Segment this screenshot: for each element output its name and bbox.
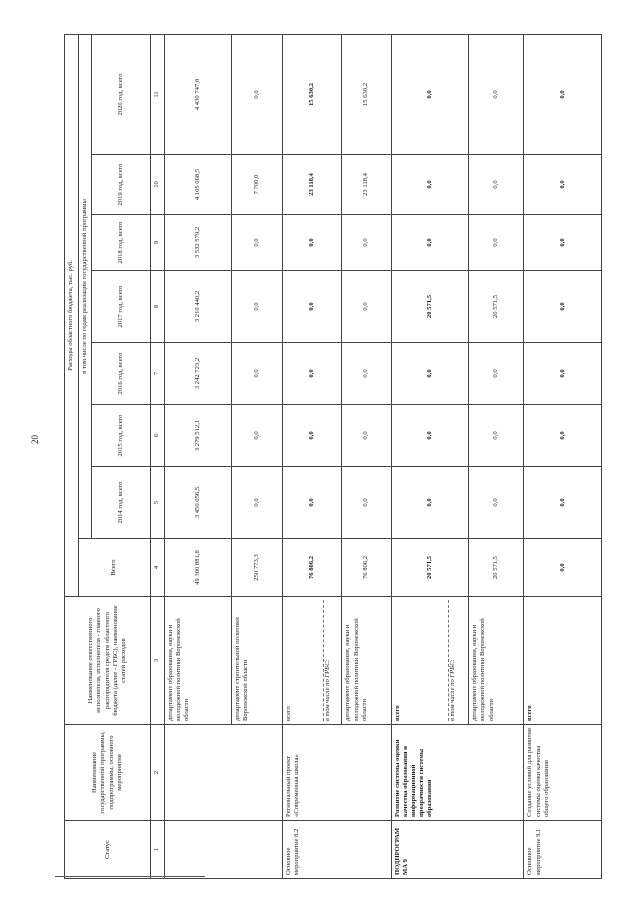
value-cell: 3 210 440,2 — [164, 271, 231, 343]
value-cell: 3 532 579,2 — [164, 215, 231, 271]
row-status: Основное мероприятие 9.1 — [524, 821, 602, 879]
row-executor: всего — [393, 705, 401, 721]
col-number: 11 — [151, 34, 165, 154]
header-year: 2019 год, всего — [92, 155, 151, 215]
col-number: 3 — [151, 597, 165, 725]
value-cell: 0,0 — [391, 155, 469, 215]
value-cell: 0,0 — [391, 405, 469, 467]
value-cell: 0,0 — [342, 467, 391, 539]
value-cell: 0,0 — [342, 215, 391, 271]
value-cell: 0,0 — [283, 467, 342, 539]
value-cell: 0,0 — [524, 155, 602, 215]
value-cell: 0,0 — [342, 343, 391, 405]
value-cell: 20 571,5 — [469, 539, 524, 597]
value-cell: 0,0 — [524, 34, 602, 154]
col-number: 4 — [151, 539, 165, 597]
value-cell: 15 630,2 — [342, 34, 391, 154]
value-cell: 0,0 — [524, 539, 602, 597]
value-cell: 20 571,5 — [469, 271, 524, 343]
row-executor: департамент строительной политики Воронежской области — [232, 597, 283, 725]
value-cell: 0,0 — [283, 343, 342, 405]
value-cell: 76 806,2 — [342, 539, 391, 597]
col-number: 2 — [151, 725, 165, 821]
value-cell: 0,0 — [283, 405, 342, 467]
header-executor: Наименование ответственного исполнителя, исполнителя - главного распорядителя средств областного бюджета (далее - ГРБС), наименование статей расходов — [65, 597, 151, 725]
value-cell: 0,0 — [283, 215, 342, 271]
col-number: 9 — [151, 215, 165, 271]
col-number: 1 — [151, 821, 165, 879]
header-year: 2017 год, всего — [92, 271, 151, 343]
row-note: в том числе по ГРБС: — [323, 600, 332, 721]
row-executor-block — [283, 597, 342, 725]
value-cell: 0,0 — [232, 343, 283, 405]
value-cell: 0,0 — [391, 343, 469, 405]
header-year: 2018 год, всего — [92, 215, 151, 271]
value-cell: 0,0 — [232, 34, 283, 154]
header-expenses: Расходы областного бюджета, тыс. руб. — [65, 34, 79, 596]
value-cell: 0,0 — [524, 467, 602, 539]
footer-rule — [55, 876, 205, 877]
header-year: 2016 год, всего — [92, 343, 151, 405]
value-cell: 3 242 723,2 — [164, 343, 231, 405]
value-cell: 3 279 512,1 — [164, 405, 231, 467]
value-cell: 7 700,0 — [232, 155, 283, 215]
row-executor: всего — [285, 706, 293, 721]
value-cell: 3 450 056,5 — [164, 467, 231, 539]
header-total: Всего — [78, 539, 151, 597]
value-cell: 0,0 — [391, 467, 469, 539]
row-name: Региональный проект «Современная школа» — [283, 725, 391, 821]
row-name: Развитие системы оценки качества образования и информационной прозрачности системы образования — [391, 725, 524, 821]
col-number: 6 — [151, 405, 165, 467]
value-cell: 4 430 747,8 — [164, 34, 231, 154]
value-cell: 0,0 — [232, 271, 283, 343]
value-cell: 23 118,4 — [283, 155, 342, 215]
row-status: Основное мероприятие 8.2 — [283, 821, 391, 879]
col-number: 10 — [151, 155, 165, 215]
value-cell: 15 630,2 — [283, 34, 342, 154]
col-number: 7 — [151, 343, 165, 405]
row-executor: департамент образования, науки и молодежной политики Воронежской области — [164, 597, 231, 725]
header-year: 2015 год, всего — [92, 405, 151, 467]
header-by-years: в том числе по годам реализации государственной программы — [78, 34, 92, 538]
value-cell: 0,0 — [283, 271, 342, 343]
value-cell: 0,0 — [232, 215, 283, 271]
value-cell: 0,0 — [342, 405, 391, 467]
value-cell: 0,0 — [342, 271, 391, 343]
value-cell: 0,0 — [524, 343, 602, 405]
row-status — [164, 821, 282, 879]
header-year: 2014 год, всего — [92, 467, 151, 539]
value-cell: 0,0 — [524, 405, 602, 467]
value-cell: 0,0 — [391, 34, 469, 154]
value-cell: 0,0 — [524, 215, 602, 271]
value-cell: 0,0 — [232, 405, 283, 467]
value-cell: 0,0 — [391, 215, 469, 271]
value-cell: 20 571,5 — [391, 539, 469, 597]
value-cell: 0,0 — [232, 467, 283, 539]
header-year: 2020 год, всего — [92, 34, 151, 154]
row-status: ПОДПРОГРАММА 9 — [391, 821, 524, 879]
row-name: Создание условий для развития системы оценки качества общего образования — [524, 725, 602, 821]
value-cell: 23 118,4 — [342, 155, 391, 215]
value-cell: 0,0 — [469, 155, 524, 215]
value-cell: 76 806,2 — [283, 539, 342, 597]
value-cell: 20 571,5 — [391, 271, 469, 343]
value-cell: 49 300 881,8 — [164, 539, 231, 597]
row-executor: всего — [524, 597, 602, 725]
row-name — [164, 725, 282, 821]
rotated-table-wrapper — [64, 35, 602, 879]
value-cell: 250 773,3 — [232, 539, 283, 597]
col-number: 8 — [151, 271, 165, 343]
page-number: 20 — [30, 435, 40, 444]
value-cell: 0,0 — [469, 405, 524, 467]
header-name: Наименование государственной программы, подпрограммы, основного мероприятия — [65, 725, 151, 821]
value-cell: 0,0 — [469, 34, 524, 154]
row-executor: департамент образования, науки и молодежной политики Воронежской области — [342, 597, 391, 725]
row-note: в том числе по ГРБС: — [448, 600, 457, 721]
value-cell: 0,0 — [469, 215, 524, 271]
header-status: Статус — [65, 821, 151, 879]
value-cell: 0,0 — [469, 343, 524, 405]
value-cell: 4 105 068,5 — [164, 155, 231, 215]
value-cell: 0,0 — [469, 467, 524, 539]
row-executor-block — [391, 597, 469, 725]
row-executor: департамент образования, науки и молодежной политики Воронежской области — [469, 597, 524, 725]
value-cell: 0,0 — [524, 271, 602, 343]
col-number: 5 — [151, 467, 165, 539]
budget-table — [64, 34, 602, 879]
